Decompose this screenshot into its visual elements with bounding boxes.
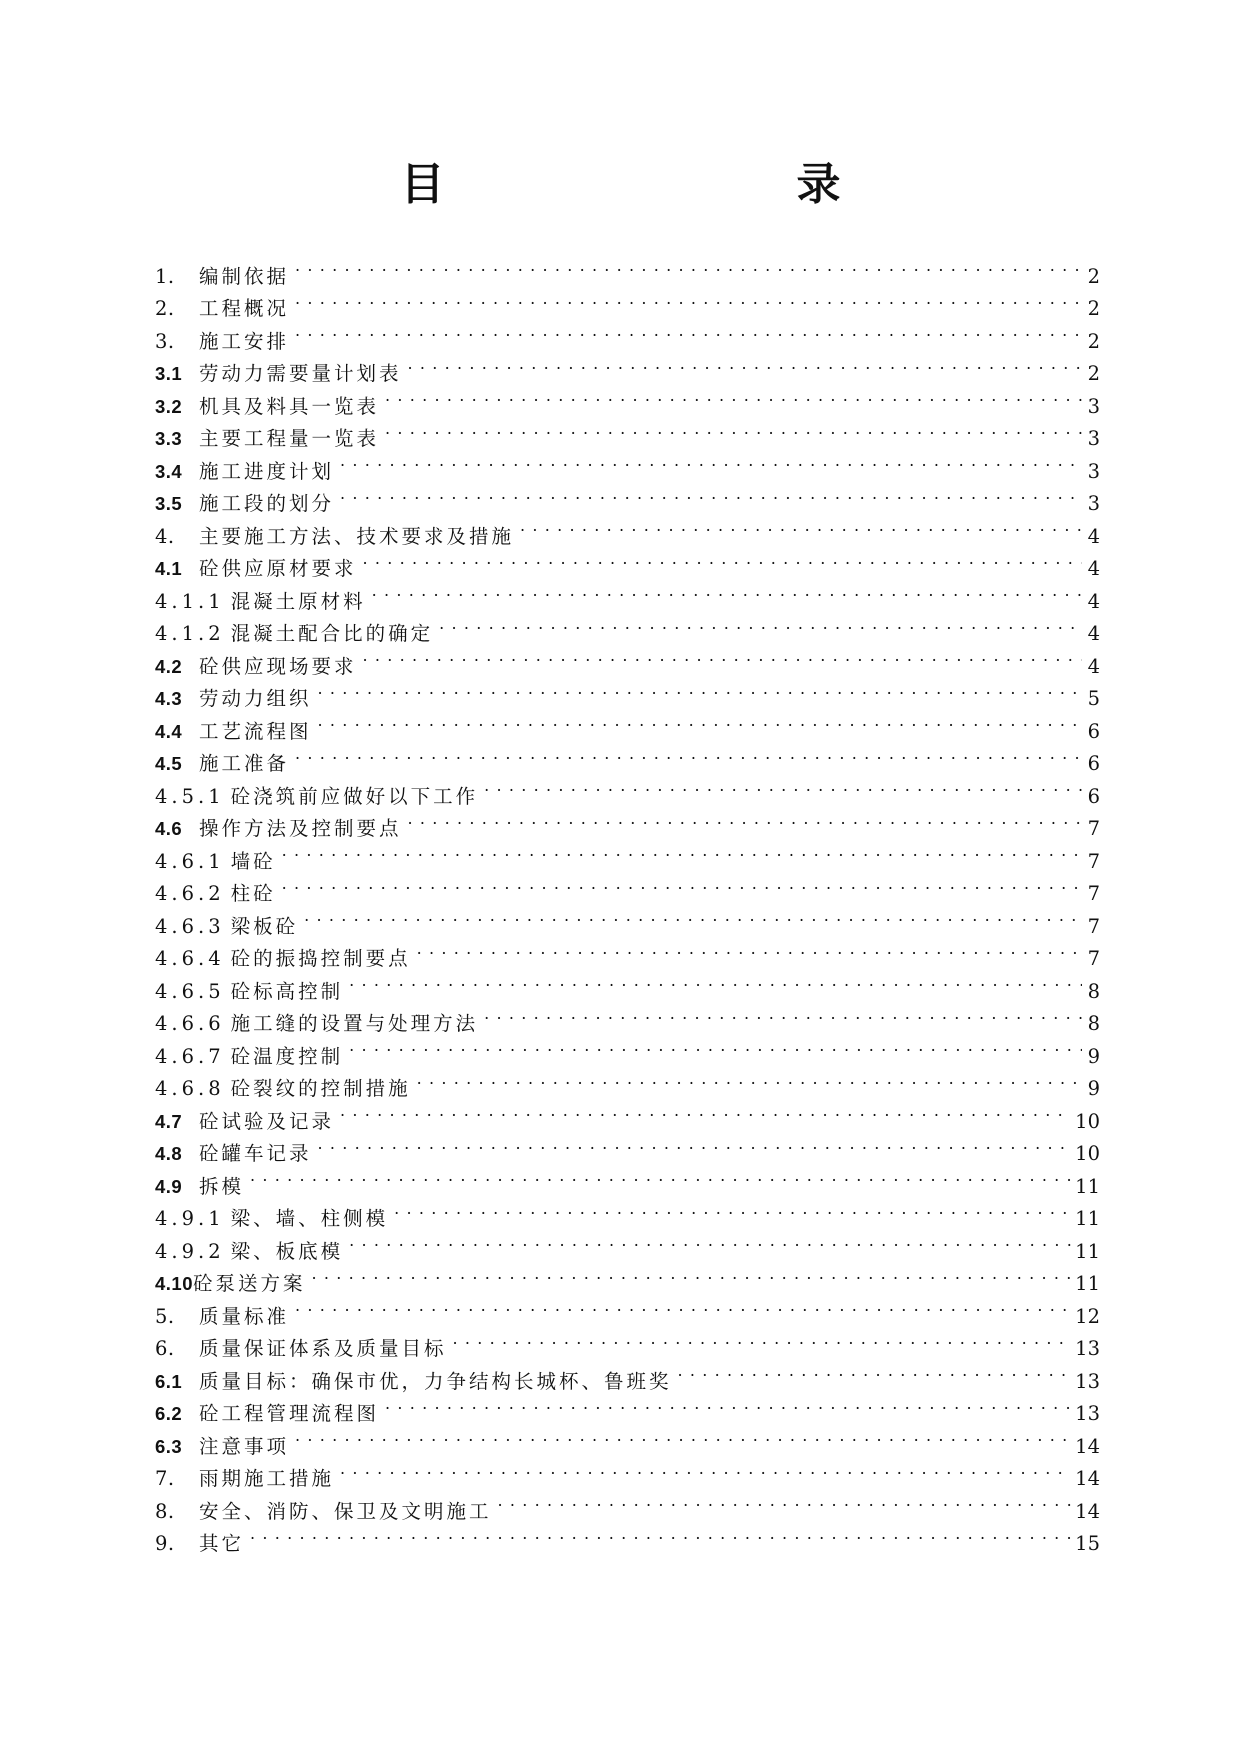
toc-dot-leader (408, 803, 1082, 836)
toc-entry-number: 3.3 (155, 428, 183, 449)
toc-entry-title: 质量保证体系及质量目标 (199, 1337, 447, 1360)
toc-entry-title: 质量标准 (199, 1304, 290, 1328)
toc-dot-leader (678, 1355, 1072, 1388)
toc-dot-leader (394, 1193, 1071, 1226)
toc-entry-number: 4.6.7 (155, 1044, 225, 1068)
toc-dot-leader (295, 738, 1082, 771)
toc-entry-page-number: 11 (1075, 1174, 1100, 1198)
toc-entry-page-number: 10 (1075, 1142, 1100, 1165)
toc-entry-number: 8. (155, 1499, 175, 1523)
toc-entry[interactable] (155, 250, 1100, 288)
toc-entry-number: 3.2 (155, 395, 183, 417)
toc-dot-leader (520, 510, 1082, 543)
toc-entry-number: 6.3 (155, 1435, 183, 1457)
toc-dot-leader (417, 1063, 1082, 1096)
toc-entry-title: 施工安排 (199, 329, 290, 353)
toc-entry-title: 施工缝的设置与处理方法 (230, 1012, 479, 1035)
toc-dot-leader (363, 640, 1082, 673)
toc-entry-page-number: 10 (1075, 1109, 1100, 1133)
toc-entry-number: 4.6.2 (155, 882, 225, 905)
toc-entry-title: 主要施工方法、技术要求及措施 (199, 524, 515, 548)
toc-entry-page-number: 12 (1075, 1304, 1100, 1328)
toc-entry-page-number: 2 (1087, 297, 1100, 320)
toc-dot-leader (340, 478, 1082, 511)
toc-dot-leader (318, 673, 1082, 706)
toc-dot-leader (295, 250, 1082, 283)
toc-entry-number: 4.9.2 (155, 1239, 225, 1263)
toc-entry-page-number: 14 (1075, 1499, 1100, 1523)
toc-entry-number: 5. (155, 1304, 175, 1328)
toc-entry-page-number: 2 (1087, 329, 1100, 353)
toc-entry-number: 4.7 (155, 1110, 183, 1132)
toc-dot-leader (439, 608, 1082, 641)
table-of-contents (155, 250, 1100, 1555)
toc-dot-leader (385, 1388, 1071, 1421)
toc-entry[interactable] (155, 900, 1100, 938)
toc-entry-title: 编制依据 (199, 264, 290, 288)
toc-dot-leader (363, 543, 1082, 576)
toc-entry-number: 3.4 (155, 460, 183, 482)
toc-dot-leader (453, 1323, 1072, 1356)
toc-entry-title: 梁、墙、柱侧模 (230, 1207, 389, 1230)
toc-entry-title: 砼泵送方案 (193, 1272, 306, 1295)
toc-entry[interactable] (155, 1193, 1100, 1230)
toc-entry-title: 混凝土配合比的确定 (230, 622, 434, 645)
toc-dot-leader (340, 1095, 1071, 1128)
toc-entry-title: 砼罐车记录 (199, 1142, 312, 1165)
toc-entry-page-number: 7 (1087, 914, 1100, 938)
toc-entry-title: 质量目标：确保市优，力争结构长城杯、鲁班奖 (199, 1369, 672, 1393)
toc-entry-number: 3.5 (155, 493, 183, 514)
toc-entry-number: 4.1 (155, 558, 183, 579)
toc-entry[interactable] (155, 1323, 1100, 1360)
toc-entry-page-number: 6 (1087, 752, 1100, 775)
toc-entry-title: 机具及料具一览表 (199, 394, 380, 418)
toc-dot-leader (340, 445, 1082, 478)
toc-entry-title: 砼试验及记录 (199, 1109, 335, 1133)
toc-entry-title: 拆模 (199, 1174, 245, 1198)
toc-entry-number: 4.9 (155, 1175, 183, 1197)
toc-entry[interactable] (155, 868, 1100, 905)
toc-entry-page-number: 4 (1087, 524, 1100, 548)
toc-entry-page-number: 4 (1087, 622, 1100, 645)
toc-entry-number: 4.4 (155, 720, 183, 742)
toc-entry[interactable] (155, 315, 1100, 353)
toc-entry-page-number: 14 (1075, 1434, 1100, 1458)
toc-dot-leader (484, 998, 1082, 1031)
toc-entry-page-number: 14 (1075, 1467, 1100, 1490)
toc-entry-title: 墙砼 (230, 849, 276, 873)
toc-dot-leader (372, 575, 1082, 608)
toc-entry-number: 4.6.3 (155, 914, 225, 938)
toc-dot-leader (498, 1485, 1072, 1518)
toc-entry-page-number: 13 (1075, 1369, 1100, 1393)
toc-entry-number: 6.1 (155, 1370, 183, 1392)
toc-entry-page-number: 6 (1087, 784, 1100, 808)
toc-entry-page-number: 3 (1087, 394, 1100, 418)
toc-entry-number: 7. (155, 1467, 175, 1490)
toc-entry[interactable] (155, 835, 1100, 873)
toc-entry-title: 砼裂纹的控制措施 (230, 1077, 411, 1100)
toc-entry-page-number: 11 (1075, 1207, 1100, 1230)
toc-entry-title: 柱砼 (230, 882, 276, 905)
toc-entry-number: 4.6.4 (155, 947, 225, 970)
toc-entry[interactable] (155, 1290, 1100, 1328)
toc-dot-leader (349, 965, 1082, 998)
toc-entry-title: 劳动力组织 (199, 687, 312, 710)
toc-entry-title: 主要工程量一览表 (199, 427, 380, 450)
toc-dot-leader (385, 380, 1082, 413)
toc-entry-title: 砼供应原材要求 (199, 557, 357, 580)
toc-entry-page-number: 11 (1075, 1239, 1100, 1263)
toc-entry[interactable] (155, 1453, 1100, 1490)
toc-entry-number: 4.9.1 (155, 1207, 225, 1230)
toc-entry-page-number: 5 (1087, 687, 1100, 710)
toc-entry-page-number: 4 (1087, 654, 1100, 678)
toc-entry-title: 其它 (199, 1532, 245, 1555)
toc-entry-page-number: 3 (1087, 427, 1100, 450)
toc-entry-number: 3.1 (155, 363, 183, 384)
toc-entry-title: 工艺流程图 (199, 719, 312, 743)
toc-entry-title: 安全、消防、保卫及文明施工 (199, 1499, 492, 1523)
toc-entry-title: 施工段的划分 (199, 492, 335, 515)
toc-entry-page-number: 9 (1087, 1077, 1100, 1100)
toc-entry-number: 4.6.5 (155, 979, 225, 1003)
toc-entry-title: 劳动力需要量计划表 (199, 362, 402, 385)
toc-dot-leader (349, 1225, 1071, 1258)
toc-entry-number: 4.6.8 (155, 1077, 225, 1100)
toc-entry-page-number: 8 (1087, 979, 1100, 1003)
toc-entry-page-number: 7 (1087, 849, 1100, 873)
toc-dot-leader (312, 1258, 1072, 1291)
toc-entry-page-number: 4 (1087, 557, 1100, 580)
toc-entry-number: 9. (155, 1532, 175, 1555)
toc-dot-leader (250, 1160, 1071, 1193)
toc-entry-number: 4.6 (155, 818, 183, 839)
toc-entry-number: 3. (155, 329, 175, 353)
toc-entry-page-number: 8 (1087, 1012, 1100, 1035)
toc-entry-number: 1. (155, 264, 175, 288)
toc-entry-page-number: 2 (1087, 362, 1100, 385)
toc-entry-number: 4.5.1 (155, 784, 225, 808)
toc-entry-title: 梁、板底模 (230, 1239, 344, 1263)
toc-entry-page-number: 7 (1087, 882, 1100, 905)
toc-entry-title: 梁板砼 (230, 914, 299, 938)
toc-entry-title: 砼工程管理流程图 (199, 1402, 380, 1425)
toc-dot-leader (318, 1128, 1072, 1161)
toc-entry-number: 6.2 (155, 1403, 183, 1424)
toc-entry-page-number: 15 (1075, 1532, 1100, 1555)
toc-entry-number: 6. (155, 1337, 175, 1360)
toc-dot-leader (340, 1453, 1071, 1486)
toc-entry-page-number: 3 (1087, 492, 1100, 515)
toc-entry-title: 工程概况 (199, 297, 290, 320)
toc-entry-number: 4.8 (155, 1143, 183, 1164)
page-title: 目 录 (400, 159, 929, 210)
toc-dot-leader (250, 1518, 1071, 1551)
toc-dot-leader (318, 705, 1082, 738)
toc-dot-leader (282, 868, 1082, 901)
toc-entry-page-number: 4 (1087, 589, 1100, 613)
toc-entry-page-number: 7 (1087, 947, 1100, 970)
toc-entry-page-number: 13 (1075, 1337, 1100, 1360)
toc-entry-title: 混凝土原材料 (230, 589, 366, 613)
toc-dot-leader (484, 770, 1082, 803)
toc-dot-leader (408, 348, 1082, 381)
toc-dot-leader (349, 1030, 1082, 1063)
toc-dot-leader (282, 835, 1082, 868)
toc-entry[interactable] (155, 1160, 1100, 1198)
toc-entry-page-number: 6 (1087, 719, 1100, 743)
toc-entry-title: 注意事项 (199, 1434, 290, 1458)
toc-entry-title: 砼供应现场要求 (199, 654, 357, 678)
toc-entry-page-number: 2 (1087, 264, 1100, 288)
toc-entry-title: 砼标高控制 (230, 979, 344, 1003)
toc-entry-title: 雨期施工措施 (199, 1467, 335, 1490)
toc-entry[interactable] (155, 1518, 1100, 1555)
toc-dot-leader (295, 315, 1082, 348)
toc-entry[interactable] (155, 1420, 1100, 1458)
toc-entry-number: 4.5 (155, 753, 183, 774)
toc-entry-page-number: 3 (1087, 459, 1100, 483)
toc-entry[interactable] (155, 283, 1100, 320)
toc-dot-leader (417, 933, 1082, 966)
toc-entry-number: 4.3 (155, 688, 183, 709)
toc-entry-title: 砼温度控制 (230, 1044, 344, 1068)
toc-entry-number: 4.2 (155, 655, 183, 677)
toc-entry-number: 4.1.1 (155, 589, 225, 613)
toc-entry-title: 施工准备 (199, 752, 290, 775)
toc-entry-title: 操作方法及控制要点 (199, 817, 402, 840)
toc-entry-title: 砼浇筑前应做好以下工作 (230, 784, 479, 808)
toc-dot-leader (295, 1420, 1071, 1453)
toc-entry-number: 4.1.2 (155, 622, 225, 645)
toc-entry[interactable] (155, 738, 1100, 775)
toc-entry-number: 4.6.1 (155, 849, 225, 873)
toc-entry-page-number: 7 (1087, 817, 1100, 840)
toc-entry-page-number: 11 (1075, 1272, 1100, 1295)
toc-entry-page-number: 13 (1075, 1402, 1100, 1425)
toc-entry-number: 2. (155, 297, 175, 320)
toc-entry[interactable] (155, 770, 1100, 808)
toc-entry-title: 砼的振捣控制要点 (230, 947, 411, 970)
toc-dot-leader (385, 413, 1082, 446)
toc-entry-title: 施工进度计划 (199, 459, 335, 483)
toc-dot-leader (295, 283, 1082, 316)
toc-entry-page-number: 9 (1087, 1044, 1100, 1068)
toc-entry[interactable] (155, 348, 1100, 385)
toc-entry-number: 4.10 (155, 1273, 194, 1294)
toc-dot-leader (304, 900, 1082, 933)
toc-dot-leader (295, 1290, 1071, 1323)
toc-entry-number: 4.6.6 (155, 1012, 225, 1035)
toc-entry-number: 4. (155, 524, 175, 548)
